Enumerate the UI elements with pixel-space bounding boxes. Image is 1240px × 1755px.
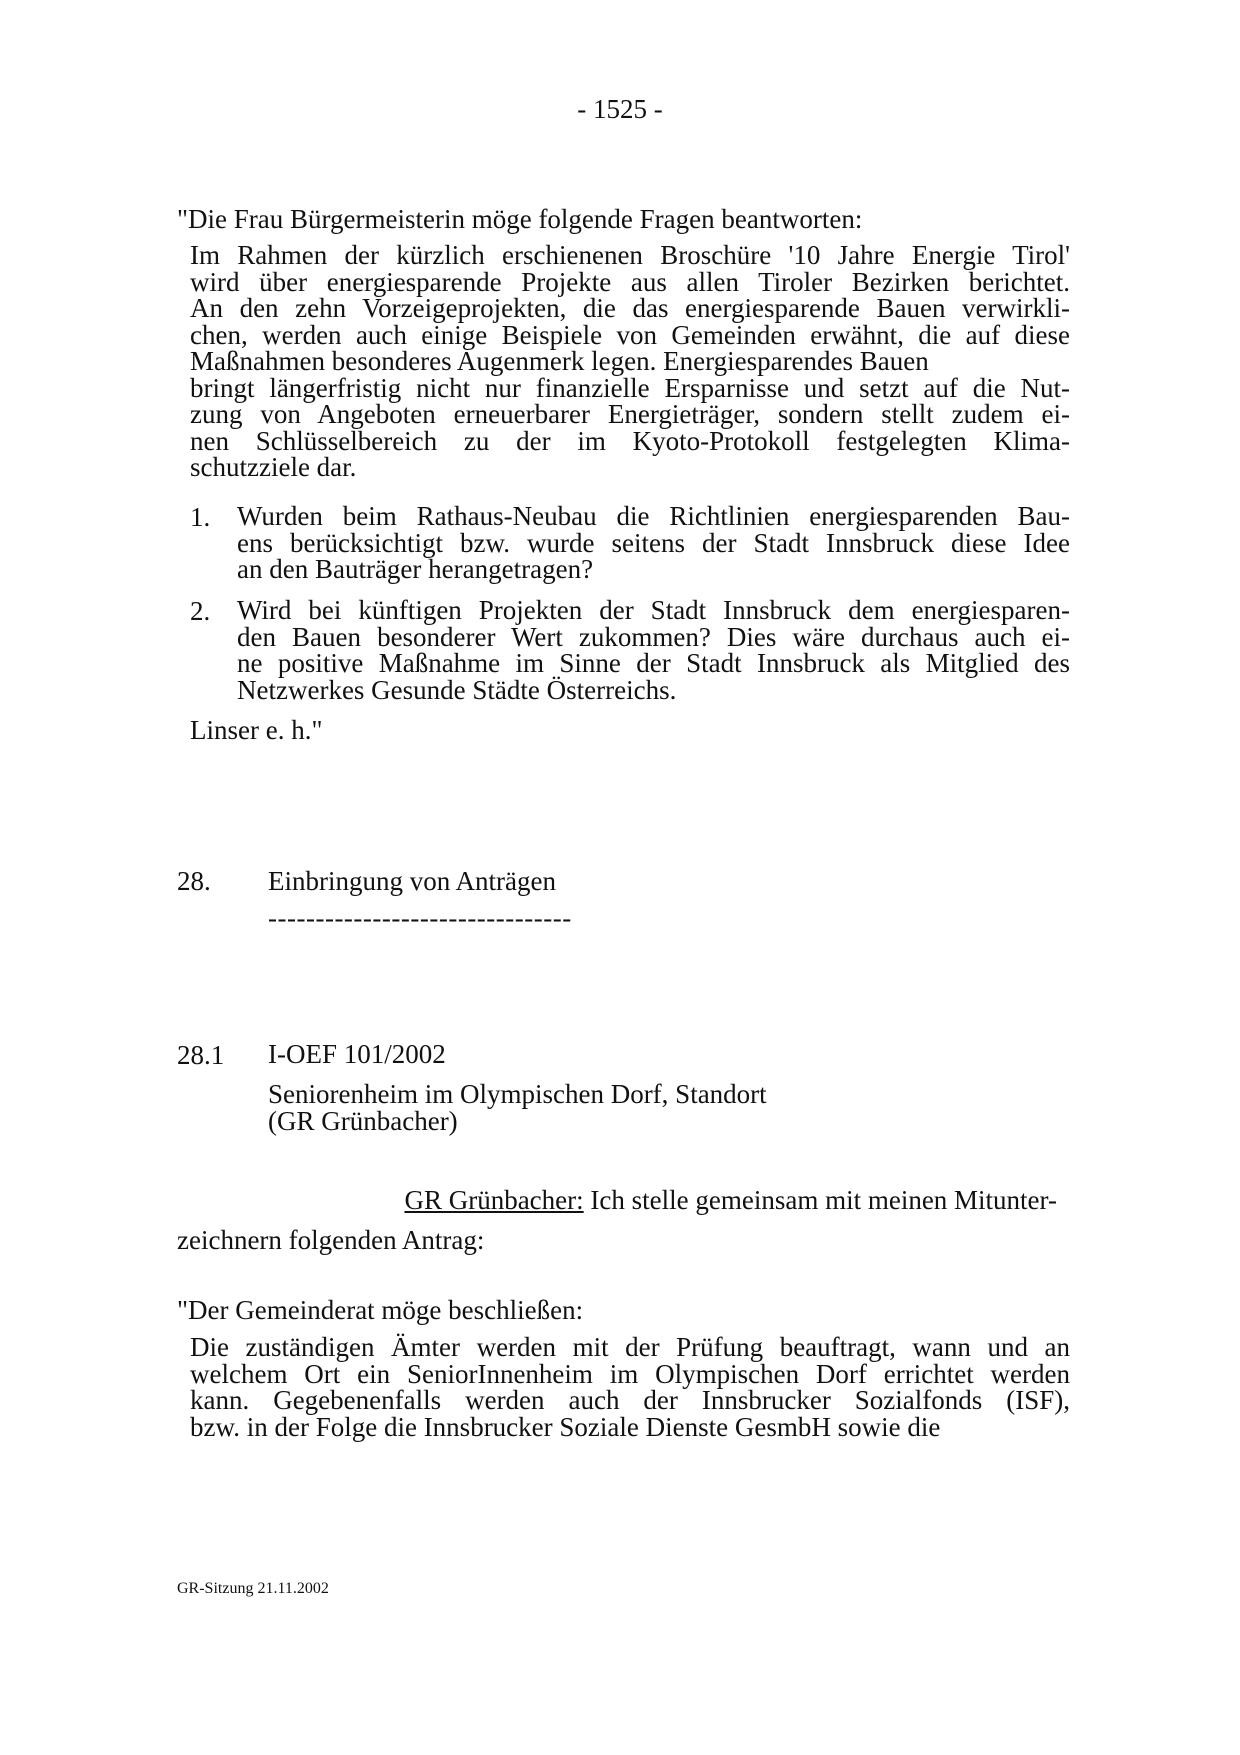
motion-line: bzw. in der Folge die Innsbrucker Soziale Dienste GesmbH sowie die — [190, 1411, 941, 1442]
paragraph-line: Im Rahmen der kürzlich erschienenen Broschüre '10 Jahre Energie Tirol' — [190, 240, 1070, 270]
paragraph-line: Maßnahmen besonderes Augenmerk legen. Energiesparendes Bauen — [190, 346, 929, 376]
signature: Linser e. h." — [190, 715, 323, 745]
section-title: Einbringung von Anträgen — [268, 866, 556, 896]
list-item-line: an den Bauträger herangetragen? — [237, 554, 594, 584]
page-number: - 1525 - — [577, 94, 663, 124]
section-underline: -------------------------------- — [268, 903, 572, 933]
paragraph-line: zung von Angeboten erneuerbarer Energieträger, sondern stellt zudem ei- — [190, 399, 1070, 429]
list-item-line: Wurden beim Rathaus-Neubau die Richtlinien energiesparenden Bau- — [237, 501, 1070, 531]
motion-line: Die zuständigen Ämter werden mit der Prüfung beauftragt, wann und an — [190, 1332, 1070, 1362]
list-item-number: 2. — [190, 596, 211, 626]
question-intro: "Die Frau Bürgermeisterin möge folgende Fragen beantworten: — [177, 204, 863, 234]
paragraph-line: schutzziele dar. — [190, 452, 357, 482]
list-item — [237, 597, 1070, 703]
list-item-line: ne positive Maßnahme im Sinne der Stadt Innsbruck als Mitglied des — [237, 648, 1070, 678]
subsection-number: 28.1 — [177, 1040, 225, 1070]
paragraph-line: An den zehn Vorzeigeprojekten, die das energiesparende Bauen verwirkli- — [190, 293, 1070, 323]
motion-line: welchem Ort ein SeniorInnenheim im Olympischen Dorf errichtet werden — [190, 1358, 1070, 1389]
motion-paragraph — [190, 1334, 1070, 1440]
list-item-line: Wird bei künftigen Projekten der Stadt Innsbruck dem energiesparen- — [237, 595, 1070, 625]
list-item-line: Netzwerkes Gesunde Städte Österreichs. — [237, 674, 677, 705]
question-paragraph — [190, 242, 1070, 481]
paragraph-line: bringt längerfristig nicht nur finanzielle Ersparnisse und setzt auf die Nut- — [190, 372, 1070, 403]
subsection-subject: Seniorenheim im Olympischen Dorf, Standort — [268, 1079, 767, 1109]
speaker-name: GR Grünbacher: — [404, 1185, 584, 1215]
speech-line — [177, 1185, 1070, 1216]
paragraph-line: nen Schlüsselbereich zu der im Kyoto-Protokoll festgelegten Klima- — [190, 425, 1070, 456]
subsection-reference: I-OEF 101/2002 — [268, 1039, 446, 1069]
list-item-line: ens berücksichtigt bzw. wurde seitens der Stadt Innsbruck diese Idee — [237, 527, 1070, 558]
list-item-line: den Bauen besonderer Wert zukommen? Dies wäre durchaus auch ei- — [237, 621, 1070, 652]
section-number: 28. — [177, 866, 211, 896]
paragraph-line: chen, werden auch einige Beispiele von Gemeinden erwähnt, die auf diese — [190, 319, 1070, 350]
speech-text-continued: zeichnern folgenden Antrag: — [177, 1225, 485, 1255]
list-item-number: 1. — [190, 502, 211, 532]
speech-text: Ich stelle gemeinsam mit meinen Mitunter- — [583, 1185, 1057, 1215]
paragraph-line: wird über energiesparende Projekte aus allen Tiroler Bezirken berichtet. — [190, 266, 1070, 297]
motion-line: kann. Gegebenenfalls werden auch der Innsbrucker Sozialfonds (ISF), — [190, 1385, 1070, 1415]
footer-session: GR-Sitzung 21.11.2002 — [177, 1580, 329, 1597]
subsection-proposer: (GR Grünbacher) — [268, 1106, 458, 1136]
list-item — [237, 503, 1070, 583]
motion-intro: "Der Gemeinderat möge beschließen: — [177, 1295, 584, 1325]
